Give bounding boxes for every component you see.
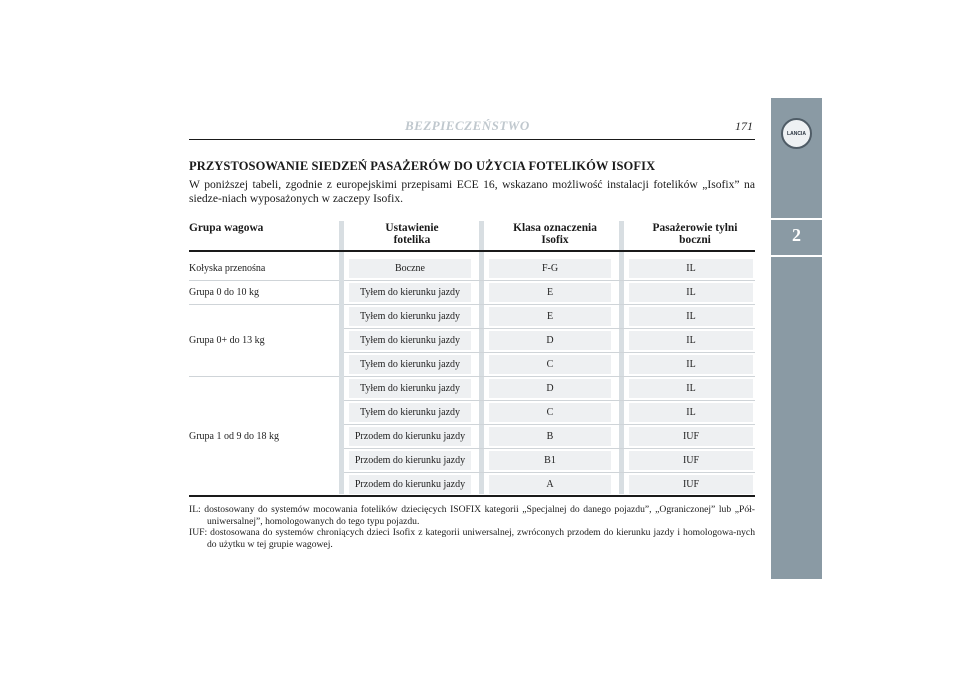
table-cell-rear: IUF xyxy=(629,475,753,494)
table-cell-orientation: Tyłem do kierunku jazdy xyxy=(349,331,471,350)
column-divider xyxy=(619,221,624,494)
row-separator xyxy=(344,304,755,305)
table-cell-rear: IL xyxy=(629,283,753,302)
table-cell-rear: IL xyxy=(629,403,753,422)
table-cell-rear: IL xyxy=(629,259,753,278)
intro-paragraph: W poniższej tabeli, zgodnie z europejskimi przepisami ECE 16, wskazano możliwość instalacji fotelików „Isofix” na siedze-niach wyposażonych w zaczepy Isofix. xyxy=(189,178,755,205)
table-cell-orientation: Boczne xyxy=(349,259,471,278)
table-cell-class: E xyxy=(489,283,611,302)
lancia-logo-icon xyxy=(781,118,812,149)
table-cell-class: B xyxy=(489,427,611,446)
row-separator xyxy=(344,472,755,473)
logo-text: LANCIA xyxy=(787,130,806,137)
header-group: Grupa wagowa xyxy=(189,222,264,234)
group-label: Grupa 0 do 10 kg xyxy=(189,287,259,298)
row-separator xyxy=(344,328,755,329)
table-cell-orientation: Przodem do kierunku jazdy xyxy=(349,427,471,446)
table-cell-class: C xyxy=(489,355,611,374)
table-cell-rear: IL xyxy=(629,331,753,350)
footnote-il: IL: dostosowany do systemów mocowania fotelików dziecięcych ISOFIX kategorii „Specjalnej do danego pojazdu”, „Ograniczonej” lub „Pół-uniwersalnej”, homologowanych do tego typu pojazdu. xyxy=(189,504,755,527)
header-orientation: Ustawienie fotelika xyxy=(385,222,439,246)
table-cell-orientation: Tyłem do kierunku jazdy xyxy=(349,283,471,302)
row-separator xyxy=(344,352,755,353)
row-separator xyxy=(344,280,755,281)
side-divider xyxy=(771,218,822,220)
group-label: Grupa 1 od 9 do 18 kg xyxy=(189,431,279,442)
table-cell-class: E xyxy=(489,307,611,326)
column-divider xyxy=(479,221,484,494)
table-top-rule xyxy=(189,250,755,252)
row-separator xyxy=(344,448,755,449)
chapter-side-panel xyxy=(771,98,822,579)
table-cell-rear: IUF xyxy=(629,427,753,446)
header-rear-passengers: Pasażerowie tylni boczni xyxy=(652,222,738,246)
table-cell-class: B1 xyxy=(489,451,611,470)
row-separator xyxy=(344,376,755,377)
table-cell-orientation: Tyłem do kierunku jazdy xyxy=(349,307,471,326)
column-divider xyxy=(339,221,344,494)
table-cell-rear: IL xyxy=(629,379,753,398)
group-row-line xyxy=(189,280,339,281)
table-cell-class: D xyxy=(489,379,611,398)
footnote-iuf: IUF: dostosowana do systemów chroniących dzieci Isofix z kategorii uniwersalnej, zwróconych przodem do kierunku jazdy i homologowa-nych do użytku w tej grupie wagowej. xyxy=(189,527,755,550)
group-label: Grupa 0+ do 13 kg xyxy=(189,335,265,346)
table-cell-orientation: Przodem do kierunku jazdy xyxy=(349,451,471,470)
table-cell-orientation: Tyłem do kierunku jazdy xyxy=(349,355,471,374)
row-separator xyxy=(344,424,755,425)
table-cell-orientation: Przodem do kierunku jazdy xyxy=(349,475,471,494)
table-cell-class: A xyxy=(489,475,611,494)
page-number: 171 xyxy=(735,119,753,133)
table-cell-class: C xyxy=(489,403,611,422)
section-title: PRZYSTOSOWANIE SIEDZEŃ PASAŻERÓW DO UŻYCIA FOTELIKÓW ISOFIX xyxy=(189,159,656,173)
header-rule xyxy=(189,139,755,140)
table-cell-rear: IL xyxy=(629,355,753,374)
group-row-line xyxy=(189,376,339,377)
table-cell-orientation: Tyłem do kierunku jazdy xyxy=(349,403,471,422)
row-separator xyxy=(344,400,755,401)
table-cell-class: F-G xyxy=(489,259,611,278)
running-head-section: BEZPIECZEŃSTWO xyxy=(405,118,530,133)
header-class: Klasa oznaczenia Isofix xyxy=(513,222,597,246)
table-cell-rear: IUF xyxy=(629,451,753,470)
table-cell-class: D xyxy=(489,331,611,350)
group-label: Kołyska przenośna xyxy=(189,263,266,274)
group-row-line xyxy=(189,304,339,305)
table-bottom-rule xyxy=(189,495,755,497)
table-cell-orientation: Tyłem do kierunku jazdy xyxy=(349,379,471,398)
chapter-number: 2 xyxy=(792,225,801,245)
side-divider xyxy=(771,255,822,257)
table-cell-rear: IL xyxy=(629,307,753,326)
